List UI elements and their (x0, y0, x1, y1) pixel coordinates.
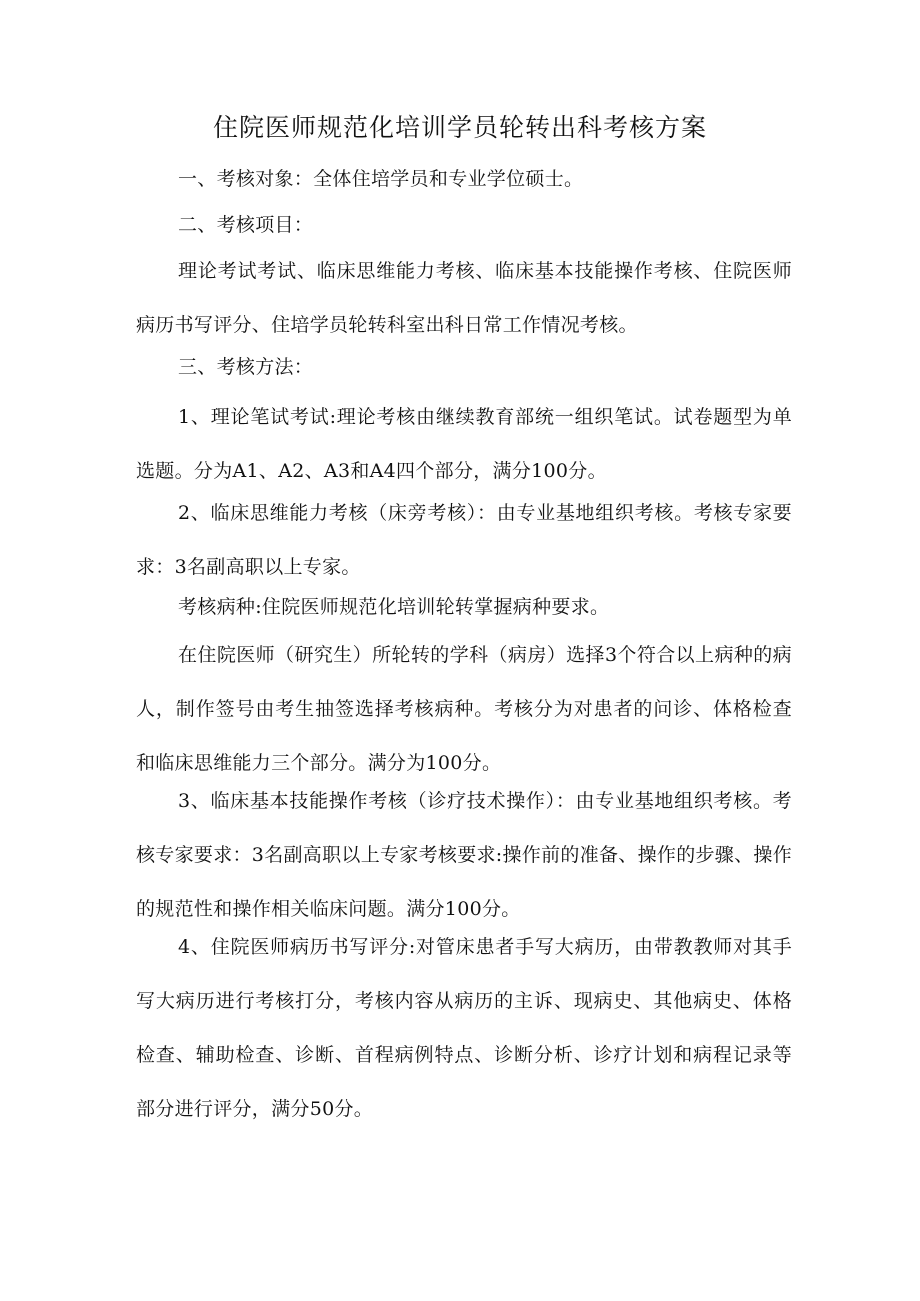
document-title: 住院医师规范化培训学员轮转出科考核方案 (212, 113, 707, 142)
paragraph-assessment-items: 理论考试考试、临床思维能力考核、临床基本技能操作考核、住院医师病历书写评分、住培学员轮转科室出科日常工作情况考核。 (136, 260, 792, 336)
paragraph-assessment-methods-heading: 三、考核方法： (178, 356, 314, 378)
paragraph-skills-operation: 3、临床基本技能操作考核（诊疗技术操作）：由专业基地组织考核。考核专家要求：3名副高职以上专家考核要求:操作前的准备、操作的步骤、操作的规范性和操作相关临床问题。满分100分。 (136, 790, 792, 920)
paragraph-theory-exam: 1、理论笔试考试:理论考核由继续教育部统一组织笔试。试卷题型为单选题。分为A1、A2、A3和A4四个部分，满分100分。 (136, 406, 792, 482)
paragraph-medical-record: 4、住院医师病历书写评分:对管床患者手写大病历，由带教教师对其手写大病历进行考核打分，考核内容从病历的主诉、现病史、其他病史、体格检查、辅助检查、诊断、首程病例特点、诊断分析、诊疗计划和病程记录等部分进行评分，满分50分。 (136, 936, 792, 1120)
paragraph-patient-selection: 在住院医师（研究生）所轮转的学科（病房）选择3个符合以上病种的病人，制作签号由考生抽签选择考核病种。考核分为对患者的问诊、体格检查和临床思维能力三个部分。满分为100分。 (136, 644, 792, 774)
paragraph-assessment-target: 一、考核对象：全体住培学员和专业学位硕士。 (178, 168, 584, 190)
paragraph-disease-types: 考核病种:住院医师规范化培训轮转掌握病种要求。 (178, 596, 610, 618)
paragraph-assessment-items-heading: 二、考核项目： (178, 214, 314, 236)
paragraph-clinical-thinking: 2、临床思维能力考核（床旁考核）：由专业基地组织考核。考核专家要求：3名副高职以上专家。 (136, 502, 792, 578)
